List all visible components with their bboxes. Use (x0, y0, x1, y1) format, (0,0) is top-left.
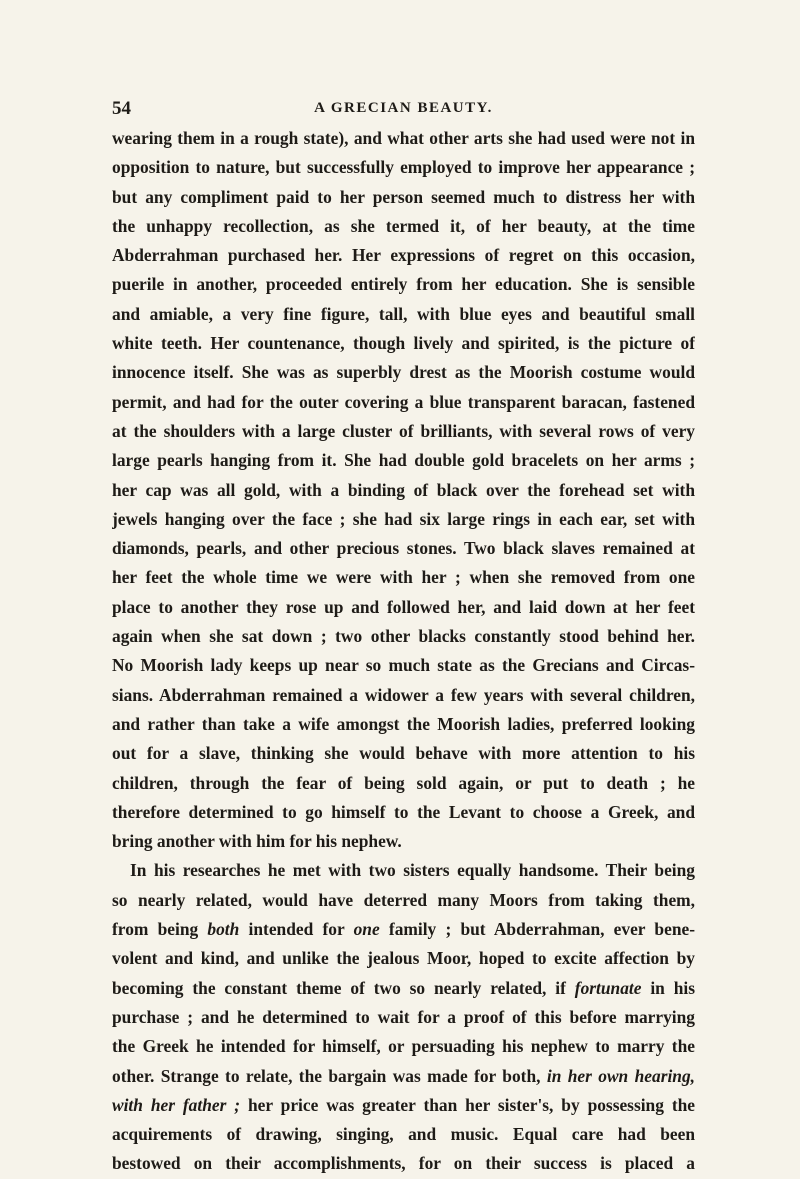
text-line: her feet the whole time we were with her ; when she removed from one (112, 567, 695, 588)
text-line-with-emphasis (112, 1091, 695, 1120)
text-run: becoming the constant theme of two so nearly related, if (112, 977, 566, 998)
text-line: permit, and had for the outer covering a blue transparent baracan, fastened (112, 391, 695, 412)
text-line: sians. Abderrahman remained a widower a few years with several children, (112, 684, 695, 705)
text-line-with-emphasis (112, 1062, 695, 1091)
text-line: the unhappy recollection, as she termed it, of her beauty, at the time (112, 215, 695, 236)
text-run: her price was greater than her sister's, by possessing the (240, 1094, 695, 1115)
text-run: other. Strange to relate, the bargain was made for both, (112, 1065, 547, 1086)
text-line: the Greek he intended for himself, or persuading his nephew to marry the (112, 1036, 695, 1057)
text-line: again when she sat down ; two other blacks constantly stood behind her. (112, 626, 695, 647)
text-line: bestowed on their accomplishments, for on their success is placed a (112, 1153, 695, 1174)
text-line: opposition to nature, but successfully employed to improve her appearance ; (112, 157, 695, 178)
text-line-with-emphasis (112, 915, 695, 944)
emphasis-father: with her father ; (112, 1094, 241, 1115)
text-line: wearing them in a rough state), and what other arts she had used were not in (112, 128, 695, 148)
text-line: innocence itself. She was as superbly drest as the Moorish costume would (112, 362, 695, 383)
text-run: intended for (239, 919, 354, 940)
paragraph-first-line: In his researches he met with two sisters equally handsome. Their being (130, 860, 695, 881)
text-line: out for a slave, thinking she would behave with more attention to his (112, 743, 695, 764)
text-line: place to another they rose up and followed her, and laid down at her feet (112, 596, 695, 617)
text-line: acquirements of drawing, singing, and music. Equal care had been (112, 1124, 695, 1145)
text-run: from being (112, 919, 208, 940)
text-line: large pearls hanging from it. She had double gold bracelets on her arms ; (112, 450, 695, 471)
text-line: No Moorish lady keeps up near so much state as the Grecians and Circas- (112, 655, 695, 676)
text-line: purchase ; and he determined to wait for a proof of this before marrying (112, 1006, 695, 1027)
emphasis-one: one (353, 919, 380, 940)
text-line: but any compliment paid to her person seemed much to distress her with (112, 186, 695, 207)
text-run: family ; but Abderrahman, ever bene- (379, 919, 695, 940)
text-line: volent and kind, and unlike the jealous Moor, hoped to excite affection by (112, 948, 695, 969)
text-line: diamonds, pearls, and other precious stones. Two black slaves remained at (112, 538, 695, 559)
text-line: puerile in another, proceeded entirely from her education. She is sensible (112, 274, 695, 295)
text-line: so nearly related, would have deterred many Moors from taking them, (112, 889, 695, 910)
page-number: 54 (112, 98, 131, 119)
emphasis-fortunate: fortunate (574, 977, 642, 998)
body-text (112, 124, 695, 1179)
emphasis-both: both (207, 919, 240, 940)
running-title: A GRECIAN BEAUTY. (314, 100, 493, 116)
text-line: Abderrahman purchased her. Her expressions of regret on this occasion, (112, 245, 695, 266)
text-line: and rather than take a wife amongst the Moorish ladies, preferred looking (112, 713, 695, 734)
text-run: in his (641, 977, 695, 998)
text-line-with-emphasis (112, 974, 695, 1003)
text-line: therefore determined to go himself to the Levant to choose a Greek, and (112, 801, 695, 822)
text-line: children, through the fear of being sold again, or put to death ; he (112, 772, 695, 793)
text-line: white teeth. Her countenance, though lively and spirited, is the picture of (112, 333, 695, 354)
emphasis-hearing: in her own hearing, (546, 1065, 695, 1086)
text-line: jewels hanging over the face ; she had six large rings in each ear, set with (112, 508, 695, 529)
text-line: at the shoulders with a large cluster of brilliants, with several rows of very (112, 420, 695, 441)
running-header (112, 98, 695, 120)
text-line: and amiable, a very fine figure, tall, with blue eyes and beautiful small (112, 303, 695, 324)
text-line: bring another with him for his nephew. (112, 831, 402, 852)
text-line: her cap was all gold, with a binding of black over the forehead set with (112, 479, 695, 500)
